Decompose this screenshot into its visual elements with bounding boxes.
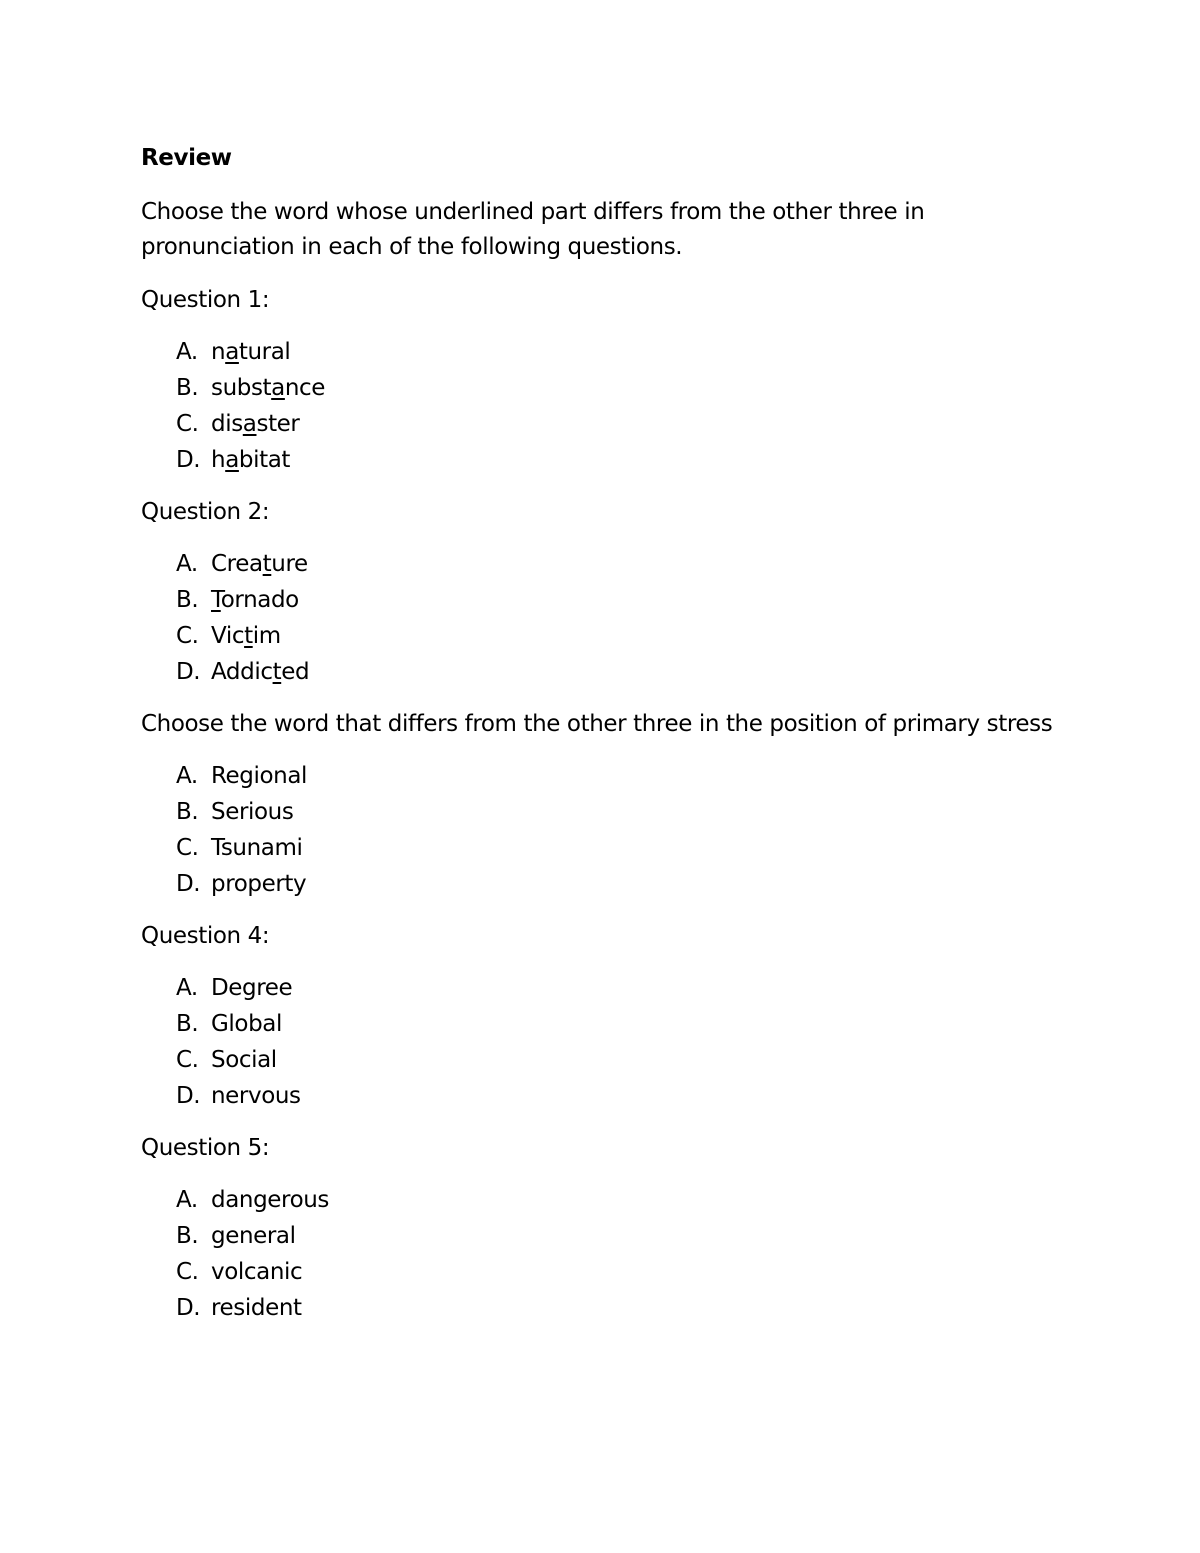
option-text-pre: dis [211, 411, 243, 437]
question-3-option-d [176, 866, 306, 902]
question-4-option-a [176, 970, 292, 1006]
underlined-part: a [242, 411, 257, 437]
option-letter: A. [176, 1187, 198, 1213]
question-4-label: Question 4: [141, 923, 270, 949]
option-letter: B. [176, 375, 199, 401]
option-text: dangerous [211, 1187, 330, 1213]
option-text: nervous [211, 1083, 301, 1109]
question-4-option-b [176, 1006, 282, 1042]
question-1-label: Question 1: [141, 287, 270, 313]
option-text-pre: subst [211, 375, 272, 401]
question-5-label: Question 5: [141, 1135, 270, 1161]
underlined-part: a [225, 447, 239, 473]
option-letter: C. [176, 623, 199, 649]
underlined-part: t [244, 623, 253, 649]
option-text-post: nce [284, 375, 326, 401]
option-text: Regional [211, 763, 308, 789]
question-4-option-d [176, 1078, 301, 1114]
question-5-option-a [176, 1182, 329, 1218]
option-text: Serious [211, 799, 294, 825]
option-text-post: ster [256, 411, 300, 437]
option-letter: A. [176, 975, 198, 1001]
option-letter: B. [176, 799, 199, 825]
option-letter: B. [176, 1223, 199, 1249]
option-text: resident [211, 1295, 302, 1321]
option-letter: B. [176, 587, 199, 613]
option-text: general [211, 1223, 296, 1249]
instruction-line-2: pronunciation in each of the following questions. [141, 234, 683, 260]
question-3-option-a [176, 758, 307, 794]
option-letter: D. [176, 1083, 201, 1109]
option-letter: D. [176, 871, 201, 897]
option-text-post: im [252, 623, 281, 649]
option-text-post: ornado [220, 587, 299, 613]
question-2-option-b [176, 582, 299, 618]
question-2-label: Question 2: [141, 499, 270, 525]
option-text: Degree [211, 975, 293, 1001]
option-text-post: tural [238, 339, 291, 365]
option-letter: C. [176, 835, 199, 861]
underlined-part: a [225, 339, 239, 365]
option-text: Tsunami [211, 835, 303, 861]
option-text-pre: Addic [211, 659, 273, 685]
option-text: Global [211, 1011, 282, 1037]
option-text-pre: Crea [211, 551, 263, 577]
option-text-post: ure [271, 551, 308, 577]
question-1-option-b [176, 370, 325, 406]
question-2-option-c [176, 618, 281, 654]
underlined-part: T [211, 587, 221, 613]
question-4-option-c [176, 1042, 277, 1078]
underlined-part: t [262, 551, 272, 577]
option-letter: A. [176, 339, 198, 365]
underlined-part: t [272, 659, 282, 685]
option-letter: C. [176, 411, 199, 437]
option-text-pre: n [211, 339, 226, 365]
option-letter: C. [176, 1259, 199, 1285]
question-3-option-c [176, 830, 302, 866]
option-letter: D. [176, 447, 201, 473]
option-text-pre: Vic [211, 623, 245, 649]
question-2-option-a [176, 546, 308, 582]
question-5-option-d [176, 1290, 302, 1326]
underlined-part: a [271, 375, 285, 401]
option-letter: A. [176, 551, 198, 577]
option-text-pre: h [211, 447, 226, 473]
question-5-option-b [176, 1218, 296, 1254]
option-text-post: ed [281, 659, 310, 685]
option-letter: A. [176, 763, 198, 789]
option-text: volcanic [211, 1259, 303, 1285]
stress-instruction: Choose the word that differs from the other three in the position of primary stress [141, 711, 1053, 737]
option-text: property [211, 871, 307, 897]
option-letter: B. [176, 1011, 199, 1037]
instruction-line-1: Choose the word whose underlined part differs from the other three in [141, 199, 925, 225]
question-2-option-d [176, 654, 309, 690]
option-text-post: bitat [238, 447, 291, 473]
option-letter: D. [176, 659, 201, 685]
question-3-option-b [176, 794, 293, 830]
question-1-option-a [176, 334, 290, 370]
question-1-option-c [176, 406, 300, 442]
page-title: Review [141, 145, 232, 171]
question-5-option-c [176, 1254, 302, 1290]
question-1-option-d [176, 442, 290, 478]
option-letter: C. [176, 1047, 199, 1073]
option-letter: D. [176, 1295, 201, 1321]
option-text: Social [211, 1047, 277, 1073]
